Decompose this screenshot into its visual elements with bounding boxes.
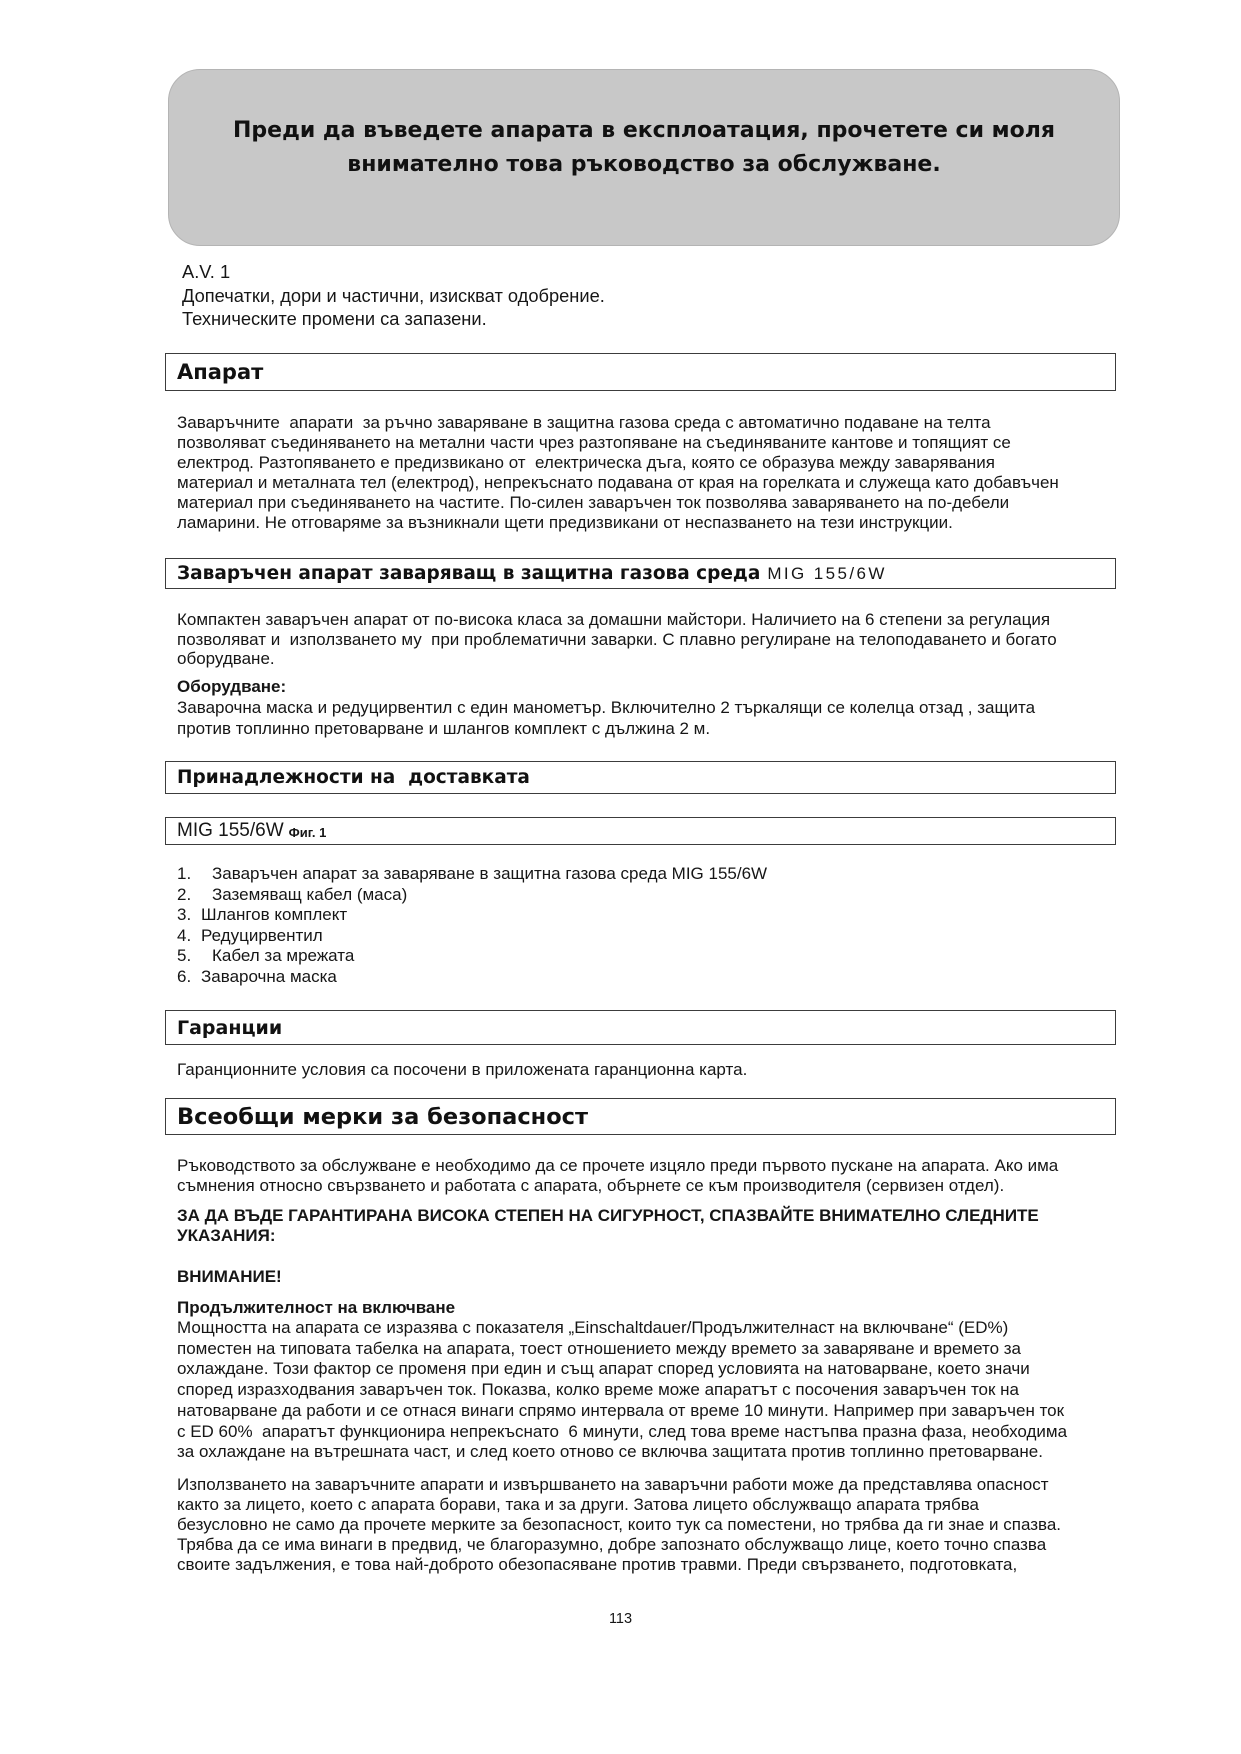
attention-text: ВНИМАНИЕ! (177, 1267, 282, 1286)
text-line: електрод. Разтопяването е предизвикано от електрическа дъга, която се образува между заварявания (177, 452, 995, 472)
text-line: Трябва да се има винаги в предвид, че благоразумно, добре запознато обслужващо лице, което точно спазва (177, 1535, 1047, 1555)
section-heading-safety (165, 1098, 1116, 1135)
list-item (177, 926, 767, 947)
text-line: Компактен заваръчен апарат от по-висока класа за домашни майстори. Наличието на 6 степени за регулация (177, 610, 1051, 629)
text-line: материал и металната тел (електрод), непрекъснато подавана от края на горелката и служеща като добавъчен (177, 472, 1059, 492)
section-title: Принадлежности на доставката (177, 767, 530, 788)
text-line: позволяват съединяването на метални части чрез разтопяване на съединяваните кантове и топящият се (177, 432, 1011, 452)
delivery-list (177, 864, 767, 988)
text-line: материал при съединяването на частите. По-силен заваръчен ток позволява заваряването на по-дебели (177, 492, 1010, 512)
section-title: Всеобщи мерки за безопасност (177, 1103, 589, 1130)
list-text: Кабел за мрежата (212, 946, 355, 966)
version-label: A.V. 1 (182, 261, 231, 282)
text-line: своите задължения, е това най-доброто обезопасяване против травми. Преди свързването, подготовката, (177, 1555, 1018, 1575)
list-number: 4. (177, 925, 192, 945)
safety-intro (177, 1156, 1058, 1195)
text-line: позволяват и използването му при проблематични заварки. С плавно регулиране на телоподаването и богато (177, 629, 1057, 649)
list-text: Редуцирвентил (201, 925, 323, 945)
list-item (177, 864, 767, 885)
list-number: 2. (177, 884, 192, 904)
text-line: охлаждане. Този фактор се променя при един и същ апарат според условията на натоварване, което значи (177, 1359, 1030, 1379)
list-number: 1. (177, 864, 192, 883)
notice-title (169, 114, 1119, 181)
figure-reference-box (165, 817, 1116, 845)
equipment-heading: Оборудване: (177, 677, 287, 696)
text-line: Заваръчните апарати за ръчно заваряване в защитна газова среда с автоматично подаване на телта (177, 413, 991, 432)
text-line: както за лицето, което с апарата борави, така и за други. Затова лицето обслужващо апарата трябва (177, 1495, 980, 1515)
read-manual-notice (168, 69, 1120, 246)
section-heading-delivery (165, 761, 1116, 794)
changes-notice: Техническите промени са запазени. (182, 308, 487, 329)
notice-line: Преди да въведете апарата в експлоатация, прочетете си моля (232, 118, 1055, 143)
section-title: Гаранции (177, 1016, 283, 1039)
list-text: Шлангов комплект (201, 905, 348, 925)
list-item (177, 885, 767, 906)
section-heading-device (165, 353, 1116, 391)
list-item (177, 905, 767, 926)
text-line: Ръководството за обслужване е необходимо да се прочете изцяло преди първото пускане на апарата. Ако има (177, 1156, 1059, 1175)
subheading: Продължителност на включване (177, 1298, 456, 1317)
text-line: оборудване. (177, 649, 275, 669)
list-text: Заземяващ кабел (маса) (212, 884, 408, 904)
text-line: Гаранционните условия са посочени в приложената гаранционна карта. (177, 1060, 748, 1079)
list-item (177, 946, 767, 967)
reprint-notice: Допечатки, дори и частични, изискват одобрение. (182, 284, 605, 306)
safety-instruction-caps (177, 1206, 1039, 1246)
figure-label: Фиг. 1 (288, 824, 327, 840)
text-line: с ED 60% апаратът функционира непрекъснато 6 минути, след това време настъпва празна фаза, необходима (177, 1421, 1068, 1441)
duty-cycle-paragraph (177, 1318, 1067, 1463)
section-heading-mig (165, 558, 1116, 589)
text-line: Използването на заваръчните апарати и извършването на заваръчни работи може да представлява опасност (177, 1475, 1049, 1494)
list-number: 3. (177, 905, 192, 925)
page-number: 113 (608, 1611, 633, 1627)
section-title: Заваръчен апарат заваряващ в защитна газова среда (177, 563, 761, 584)
document-meta (182, 260, 605, 331)
text-line: поместен на типовата табелка на апарата, тоест отношението между времето за заваряване и времето за (177, 1338, 1021, 1358)
figure-model: MIG 155/6W (177, 820, 284, 841)
equipment-paragraph (177, 697, 1035, 739)
section-title: Апарат (177, 360, 264, 384)
text-line: ламарини. Не отговаряме за възникнали щети предизвикани от неспазването на тези инструкции. (177, 512, 953, 532)
danger-paragraph (177, 1475, 1061, 1575)
text-line: съмнения относно свързването и работата с апарата, обърнете се към производителя (сервизен отдел). (177, 1175, 1005, 1195)
list-text: Заварочна маска (201, 966, 337, 986)
attention-label (177, 1267, 282, 1287)
text-line: според изразходвания заваръчен ток. Показва, колко време може апаратът с посочения заваръчен ток на (177, 1380, 1020, 1400)
text-line: натоварване да работи и се отнася винаги спрямо интервала от време 10 минути. Например при заваръчен ток (177, 1400, 1065, 1420)
text-line: против топлинно претоварване и шлангов комплект с дължина 2 м. (177, 719, 711, 738)
text-line: Мощността на апарата се изразява с показателя „Einschaltdauer/Продължителнаст на включване“ (ED%) (177, 1318, 1009, 1337)
text-line: за охлаждане на вътрешната част, и след което отново се включва защитата против топлинно претоварване. (177, 1442, 1043, 1462)
mig-paragraph (177, 610, 1057, 669)
list-text: Заваръчен апарат за заваряване в защитна газова среда MIG 155/6W (212, 864, 768, 883)
list-item (177, 967, 767, 988)
text-line: ЗА ДА ВЪДЕ ГАРАНТИРАНА ВИСОКА СТЕПЕН НА СИГУРНОСТ, СПАЗВАЙТЕ ВНИМАТЕЛНО СЛЕДНИТЕ (177, 1206, 1039, 1225)
warranty-paragraph (177, 1060, 747, 1080)
section-heading-warranty (165, 1010, 1116, 1045)
list-number: 5. (177, 946, 192, 966)
equipment-label (177, 677, 286, 697)
model-name: MIG 155/6W (767, 563, 887, 583)
text-line: безусловно не само да прочете мерките за безопасност, които тук са поместени, но трябва да ги знае и спазва. (177, 1515, 1062, 1535)
list-number: 6. (177, 966, 192, 986)
duty-cycle-heading (177, 1298, 455, 1318)
text-line: Заварочна маска и редуцирвентил с един манометър. Включително 2 търкалящи се колелца отзад , защита (177, 698, 1036, 717)
notice-line: внимателно това ръководство за обслужване. (347, 151, 941, 177)
text-line: УКАЗАНИЯ: (177, 1226, 276, 1246)
device-paragraph (177, 413, 1059, 532)
